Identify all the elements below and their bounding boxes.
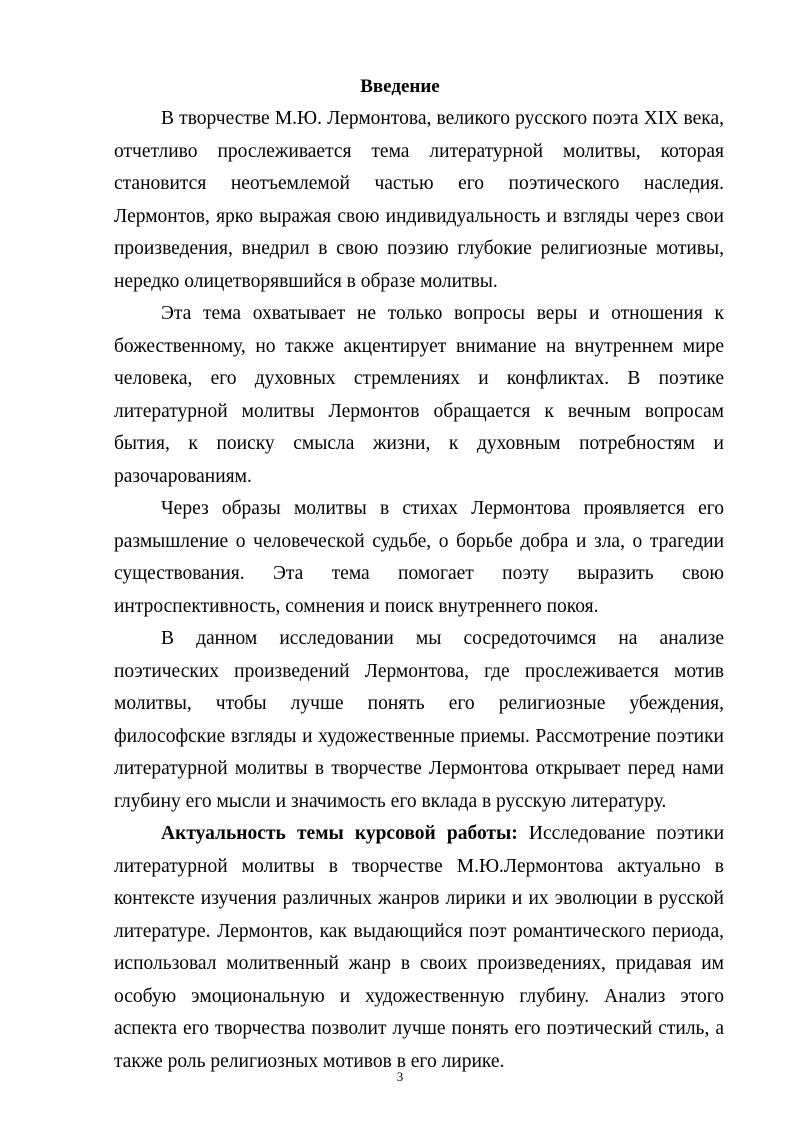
section-heading: Введение bbox=[360, 76, 440, 97]
paragraph-4: В данном исследовании мы сосредоточимся на анализе поэтических произведений Лермонтова, где прослеживается мотив молитвы, чтобы лучше понять его религиозные убеждения, философские взгляды и художественные приемы. Рассмотрение поэтики литературной молитвы в творчестве Лермонтова открывает перед нами глубину его мысли и значимость его вклада в русскую литературу. bbox=[114, 628, 724, 812]
relevance-label: Актуальность темы курсовой работы: bbox=[161, 823, 518, 844]
paragraph-2: Эта тема охватывает не только вопросы веры и отношения к божественному, но также акцентирует внимание на внутреннем мире человека, его духовных стремлениях и конфликтах. В поэтике литературной молитвы Лермонтов обращается к вечным вопросам бытия, к поиску смысла жизни, к духовным потребностям и разочарованиям. bbox=[114, 303, 724, 487]
relevance-paragraph bbox=[114, 818, 724, 1078]
page-number: 3 bbox=[396, 1069, 404, 1084]
relevance-text: Исследование поэтики литературной молитвы в творчестве М.Ю.Лермонтова актуально в контексте изучения различных жанров лирики и их эволюции в русской литературе. Лермонтов, как выдающийся поэт романтического периода, использовал молитвенный жанр в своих произведениях, придавая им особую эмоциональную и художественную глубину. Анализ этого аспекта его творчества позволит лучше понять его поэтический стиль, а также роль религиозных мотивов в его лирике. bbox=[114, 823, 724, 1072]
paragraph-3: Через образы молитвы в стихах Лермонтова проявляется его размышление о человеческой судьбе, о борьбе добра и зла, о трагедии существования. Эта тема помогает поэту выразить свою интроспективность, сомнения и поиск внутреннего покоя. bbox=[114, 498, 724, 617]
body-text bbox=[114, 103, 724, 1078]
paragraph-1: В творчестве М.Ю. Лермонтова, великого русского поэта XIX века, отчетливо прослеживается тема литературной молитвы, которая становится неотъемлемой частью его поэтического наследия. Лермонтов, ярко выражая свою индивидуальность и взгляды через свои произведения, внедрил в свою поэзию глубокие религиозные мотивы, нередко олицетворявшийся в образе молитвы. bbox=[114, 108, 724, 292]
